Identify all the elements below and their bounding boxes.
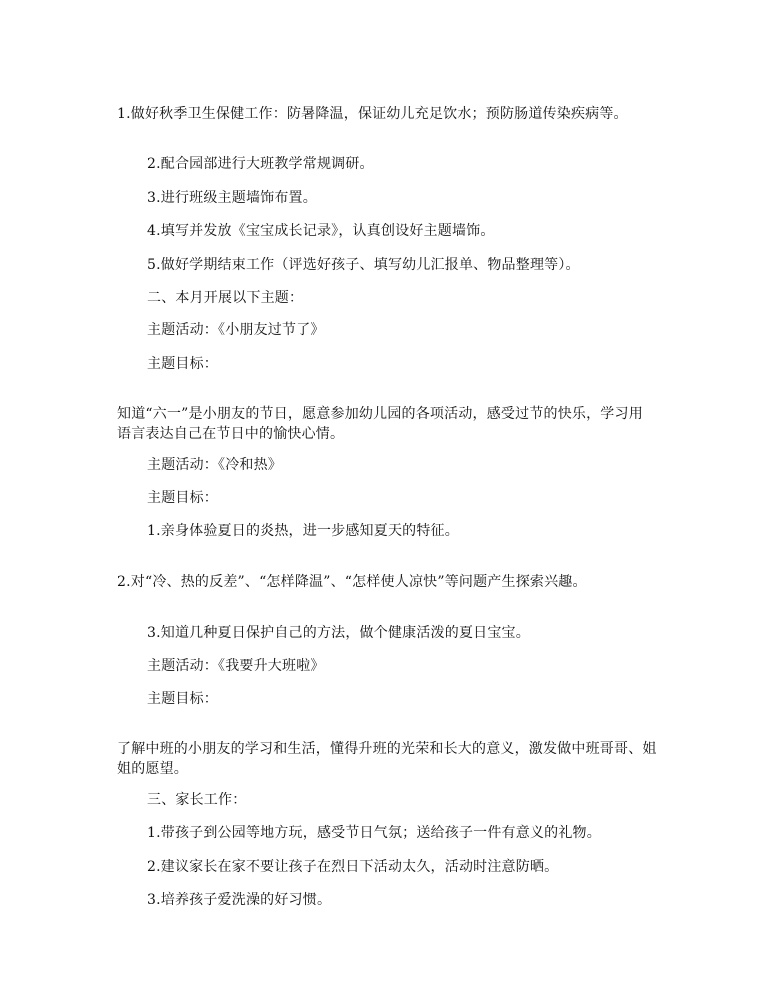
section-heading-parents: 三、家长工作： <box>147 792 247 808</box>
paragraph-semester-end: 5.做好学期结束工作（评选好孩子、填写幼儿汇报单、物品整理等）。 <box>147 257 580 273</box>
paragraph-growth-record: 4.填写并发放《宝宝成长记录》，认真创设好主题墙饰。 <box>147 223 495 239</box>
theme-goal-label: 主题目标： <box>147 490 218 506</box>
paragraph-park-visit: 1.带孩子到公园等地方玩，感受节日气氛；送给孩子一件有意义的礼物。 <box>147 825 601 841</box>
paragraph-health-work: 1.做好秋季卫生保健工作：防暑降温，保证幼儿充足饮水；预防肠道传染疾病等。 <box>117 106 628 122</box>
paragraph-sun-protection: 2.建议家长在家不要让孩子在烈日下活动太久，活动时注意防晒。 <box>147 859 559 875</box>
paragraph-teaching-survey: 2.配合园部进行大班教学常规调研。 <box>147 156 374 172</box>
paragraph-theme-wall: 3.进行班级主题墙饰布置。 <box>147 190 317 206</box>
paragraph-childrens-day-goal: 知道“六一”是小朋友的节日，愿意参加幼儿园的各项活动，感受过节的快乐，学习用语言表达自己在节日中的愉快心情。 <box>117 406 643 442</box>
section-heading-themes: 二、本月开展以下主题： <box>147 290 304 306</box>
theme-goal-label: 主题目标： <box>147 691 218 707</box>
paragraph-promotion-goal: 了解中班的小朋友的学习和生活，懂得升班的光荣和长大的意义，激发做中班哥哥、姐姐的愿望。 <box>117 741 657 777</box>
paragraph-summer-protection: 3.知道几种夏日保护自己的方法，做个健康活泼的夏日宝宝。 <box>147 625 530 641</box>
theme-activity-title: 主题活动：《我要升大班啦》 <box>147 658 325 674</box>
theme-goal-label: 主题目标： <box>147 356 218 372</box>
paragraph-cold-hot-explore: 2.对“冷、热的反差”、“怎样降温”、“怎样使人凉快”等问题产生探索兴趣。 <box>117 574 587 590</box>
paragraph-summer-heat: 1.亲身体验夏日的炎热，进一步感知夏天的特征。 <box>147 523 459 539</box>
theme-activity-title: 主题活动：《冷和热》 <box>147 457 282 473</box>
paragraph-bathing-habit: 3.培养孩子爱洗澡的好习惯。 <box>147 892 332 908</box>
theme-activity-title: 主题活动：《小朋友过节了》 <box>147 322 325 338</box>
